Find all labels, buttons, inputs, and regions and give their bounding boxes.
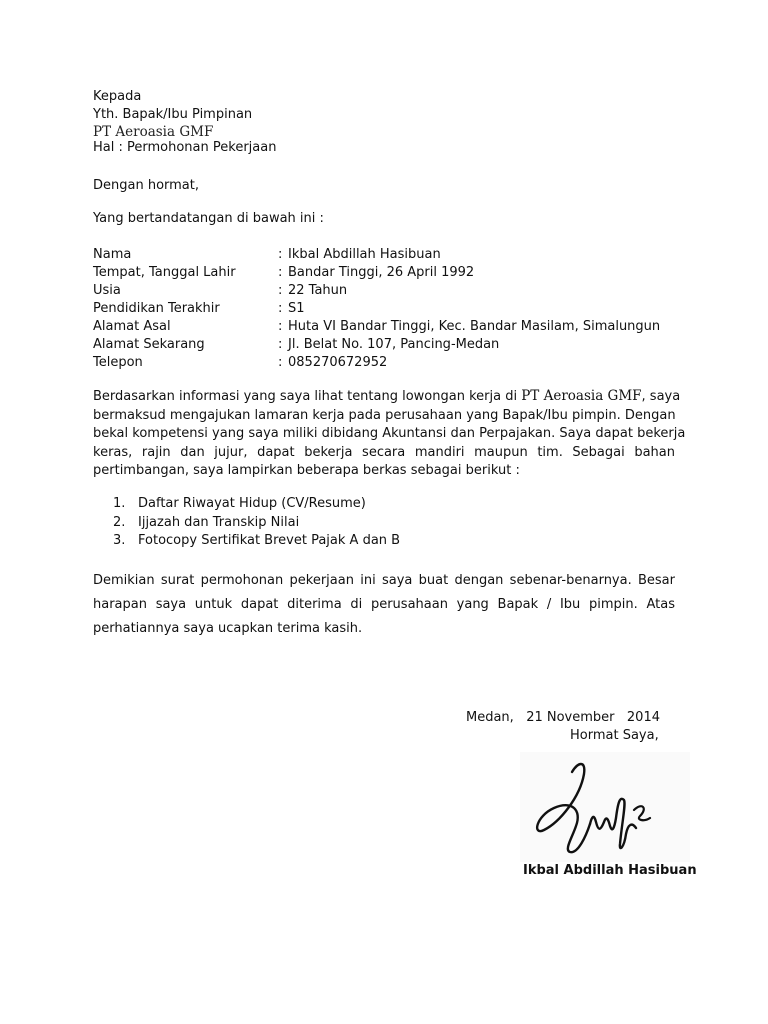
identity-value: Huta VI Bandar Tinggi, Kec. Bandar Masilam, Simalungun xyxy=(288,319,661,334)
paragraph-text: Berdasarkan informasi yang saya lihat tentang lowongan kerja di xyxy=(93,389,518,404)
identity-label: Usia xyxy=(93,283,121,298)
list-number: 1. xyxy=(113,496,126,511)
paragraph-line: bekal kompetensi yang saya miliki dibidang Akuntansi dan Perpajakan. Saya dapat bekerja xyxy=(93,426,686,441)
identity-value: Jl. Belat No. 107, Pancing-Medan xyxy=(288,337,500,352)
signer-name: Ikbal Abdillah Hasibuan xyxy=(523,863,697,878)
paragraph-line: perhatiannya saya ucapkan terima kasih. xyxy=(93,621,363,636)
body-paragraph-2 xyxy=(93,569,675,641)
identity-value: Bandar Tinggi, 26 April 1992 xyxy=(288,265,475,280)
letter-greeting: Dengan hormat, xyxy=(93,178,200,193)
identity-separator: : xyxy=(278,319,283,334)
signature-image xyxy=(520,752,690,862)
list-number: 2. xyxy=(113,514,126,530)
list-number: 3. xyxy=(113,533,126,548)
identity-value: 22 Tahun xyxy=(288,283,348,298)
identity-label: Telepon xyxy=(93,355,143,370)
list-text: Fotocopy Sertifikat Brevet Pajak A dan B xyxy=(138,533,401,548)
identity-separator: : xyxy=(278,355,283,370)
identity-separator: : xyxy=(278,337,283,352)
letter-company: PT Aeroasia GMF xyxy=(93,124,214,140)
identity-label: Tempat, Tanggal Lahir xyxy=(93,265,236,280)
identity-row xyxy=(93,300,693,318)
identity-value: Ikbal Abdillah Hasibuan xyxy=(288,247,441,262)
paragraph-line: harapan saya untuk dapat diterima di perusahaan yang Bapak / Ibu pimpin. Atas xyxy=(93,597,675,612)
identity-value: S1 xyxy=(288,301,305,316)
identity-label: Nama xyxy=(93,247,132,262)
identity-separator: : xyxy=(278,301,283,316)
identity-row xyxy=(93,246,693,264)
identity-row xyxy=(93,318,693,336)
signature-background xyxy=(520,752,690,862)
identity-separator: : xyxy=(278,283,283,298)
list-text: Daftar Riwayat Hidup (CV/Resume) xyxy=(138,496,366,511)
company-name-inline: PT Aeroasia GMF xyxy=(521,388,642,404)
letter-to: Kepada xyxy=(93,89,142,104)
paragraph-text: , saya xyxy=(641,389,681,404)
identity-label: Alamat Sekarang xyxy=(93,337,205,352)
identity-value: 085270672952 xyxy=(288,355,388,370)
letter-subject: Hal : Permohonan Pekerjaan xyxy=(93,140,277,155)
closing-regards: Hormat Saya, xyxy=(570,728,659,743)
place-date: Medan, 21 November 2014 xyxy=(466,710,660,725)
identity-separator: : xyxy=(278,247,283,262)
identity-separator: : xyxy=(278,265,283,280)
identity-label: Pendidikan Terakhir xyxy=(93,301,220,316)
letter-recipient: Yth. Bapak/Ibu Pimpinan xyxy=(93,107,253,122)
identity-row xyxy=(93,264,693,282)
paragraph-line: pertimbangan, saya lampirkan beberapa berkas sebagai berikut : xyxy=(93,463,520,478)
paragraph-line: Demikian surat permohonan pekerjaan ini saya buat dengan sebenar-benarnya. Besar xyxy=(93,573,675,588)
identity-row xyxy=(93,282,693,300)
identity-row xyxy=(93,336,693,354)
paragraph-line: keras, rajin dan jujur, dapat bekerja secara mandiri maupun tim. Sebagai bahan xyxy=(93,444,675,460)
body-paragraph-1 xyxy=(93,387,686,481)
letter-intro: Yang bertandatangan di bawah ini : xyxy=(93,211,324,226)
paragraph-line: bermaksud mengajukan lamaran kerja pada perusahaan yang Bapak/Ibu pimpin. Dengan xyxy=(93,407,676,423)
identity-label: Alamat Asal xyxy=(93,319,171,334)
paragraph-line xyxy=(93,387,681,407)
identity-row xyxy=(93,354,693,372)
list-text: Ijjazah dan Transkip Nilai xyxy=(138,514,300,530)
